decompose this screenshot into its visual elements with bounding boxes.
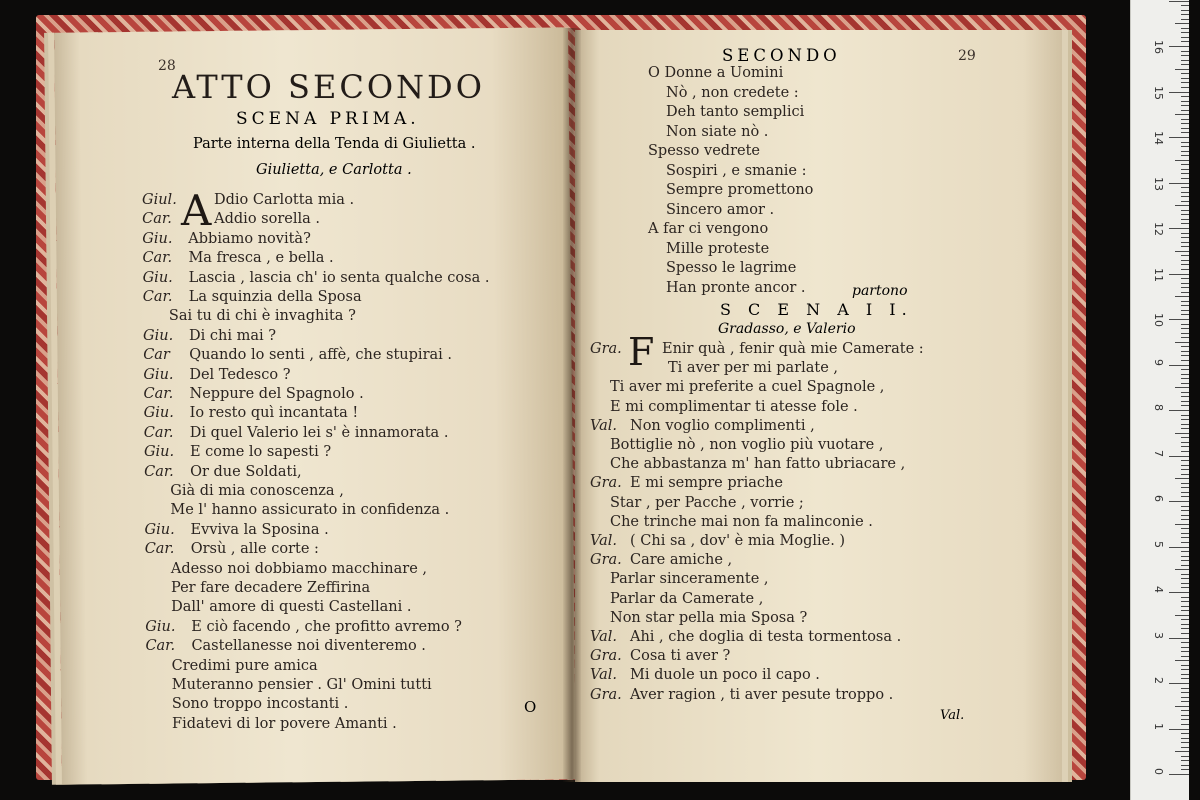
speaker-label: Car: [143, 347, 170, 364]
line-text: Che trinche mai non fa malinconie .: [610, 513, 873, 530]
ruler-tick: [1181, 688, 1189, 689]
speaker-label: Car.: [144, 541, 175, 558]
ruler-tick: [1181, 537, 1189, 538]
ruler-tick: [1181, 419, 1189, 420]
ruler-tick: [1169, 729, 1189, 730]
ruler-number: 7: [1152, 449, 1165, 457]
ruler-tick: [1181, 32, 1189, 33]
line-text: Enir quà , fenir quà mie Camerate :: [662, 341, 924, 357]
ruler-tick: [1181, 383, 1189, 384]
ruler-tick: [1181, 510, 1189, 511]
ruler-tick: [1181, 346, 1189, 347]
ruler-tick: [1181, 301, 1189, 302]
ruler-tick: [1181, 82, 1189, 83]
ruler-tick: [1181, 692, 1189, 693]
ruler-tick: [1181, 278, 1189, 279]
line-text: Ti aver mi preferite a cuel Spagnole ,: [610, 379, 885, 396]
ruler-tick: [1181, 19, 1189, 20]
speaker-label: Giu.: [144, 521, 175, 538]
line-text: Abbiamo novità?: [188, 230, 311, 247]
ruler-tick: [1181, 610, 1189, 611]
ruler-tick: [1181, 515, 1189, 516]
ruler-tick: [1175, 114, 1189, 115]
line-text: Aver ragion , ti aver pesute troppo .: [630, 686, 894, 703]
ruler-tick: [1175, 23, 1189, 24]
ruler-tick: [1175, 524, 1189, 525]
ruler-tick: [1169, 774, 1189, 775]
ruler-tick: [1181, 601, 1189, 602]
ruler-tick: [1181, 128, 1189, 129]
ruler-tick: [1181, 578, 1189, 579]
ruler-tick: [1181, 10, 1189, 11]
ruler-tick: [1181, 146, 1189, 147]
line-text: Di chi mai ?: [189, 327, 277, 344]
ruler-number: 15: [1152, 85, 1165, 100]
ruler-tick: [1181, 574, 1189, 575]
ruler-tick: [1181, 528, 1189, 529]
ruler-tick: [1169, 46, 1189, 47]
book-gutter: [563, 28, 581, 782]
scene-two-characters: Gradasso, e Valerio: [718, 321, 856, 337]
speaker-label: Val.: [590, 417, 618, 434]
ruler-tick: [1169, 228, 1189, 229]
ruler-tick: [1181, 287, 1189, 288]
ruler-tick: [1175, 251, 1189, 252]
ruler-tick: [1181, 369, 1189, 370]
ruler-tick: [1169, 501, 1189, 502]
ruler-tick: [1175, 205, 1189, 206]
line-text: Ahi , che doglia di testa tormentosa .: [630, 629, 902, 645]
ruler-tick: [1181, 733, 1189, 734]
line-text: Di quel Valerio lei s' è innamorata .: [189, 424, 449, 441]
line-text: Neppure del Spagnolo .: [189, 386, 364, 402]
line-text: Parlar sinceramente ,: [610, 571, 769, 588]
scene-characters: Giulietta, e Carlotta .: [256, 162, 412, 178]
ruler-tick: [1175, 706, 1189, 707]
ruler-tick: [1181, 542, 1189, 543]
ruler-tick: [1181, 760, 1189, 761]
ruler-tick: [1181, 747, 1189, 748]
speaker-label: Giu.: [143, 405, 174, 422]
ruler-tick: [1181, 533, 1189, 534]
line-text: Quando lo senti , affè, che stupirai .: [189, 347, 452, 364]
ruler-tick: [1175, 342, 1189, 343]
ruler-tick: [1169, 274, 1189, 275]
ruler-tick: [1181, 396, 1189, 397]
ruler-tick: [1181, 460, 1189, 461]
line-text: Care amiche ,: [630, 552, 733, 569]
verse-line: O Donne a Uomini: [648, 65, 784, 81]
ruler-number: 1: [1152, 722, 1165, 730]
speaker-label: Giu.: [143, 444, 175, 461]
ruler-tick: [1181, 142, 1189, 143]
ruler-number: 14: [1152, 131, 1165, 145]
ruler-number: 5: [1152, 540, 1165, 548]
ruler-tick: [1181, 483, 1189, 484]
ruler-tick: [1169, 1, 1189, 2]
line-text: Me l' hanno assicurato in confidenza .: [170, 502, 450, 519]
ruler-tick: [1181, 583, 1189, 584]
act-title: ATTO SECONDO: [172, 68, 485, 106]
ruler-tick: [1181, 324, 1189, 325]
ruler-tick: [1181, 64, 1189, 65]
ruler-tick: [1181, 73, 1189, 74]
ruler-tick: [1181, 351, 1189, 352]
ruler-tick: [1181, 328, 1189, 329]
right-page-number: 29: [958, 48, 976, 64]
ruler-tick: [1181, 292, 1189, 293]
ruler-tick: [1169, 410, 1189, 411]
speaker-label: Giu.: [142, 269, 173, 286]
ruler-tick: [1175, 160, 1189, 161]
ruler-tick: [1181, 401, 1189, 402]
ruler-tick: [1181, 769, 1189, 770]
ruler-tick: [1181, 355, 1189, 356]
ruler-tick: [1175, 433, 1189, 434]
ruler-tick: [1181, 151, 1189, 152]
ruler-tick: [1181, 374, 1189, 375]
ruler-tick: [1175, 751, 1189, 752]
ruler-tick: [1181, 223, 1189, 224]
ruler-tick: [1169, 592, 1189, 593]
line-text: Orsù , alle corte :: [190, 541, 319, 558]
speaker-label: Gra.: [590, 475, 622, 492]
ruler-tick: [1181, 337, 1189, 338]
ruler-tick: [1181, 233, 1189, 234]
ruler-tick: [1181, 269, 1189, 270]
ruler-tick: [1169, 92, 1189, 93]
ruler-tick: [1181, 633, 1189, 634]
ruler-tick: [1181, 333, 1189, 334]
ruler-tick: [1181, 305, 1189, 306]
ruler-tick: [1181, 264, 1189, 265]
line-text: Star , per Pacche , vorrie ;: [610, 494, 804, 511]
ruler-tick: [1175, 660, 1189, 661]
ruler-tick: [1181, 110, 1189, 111]
line-text: Adesso noi dobbiamo macchinare ,: [170, 560, 427, 577]
ruler-tick: [1181, 719, 1189, 720]
ruler-tick: [1181, 551, 1189, 552]
speaker-label: Giu.: [145, 618, 176, 635]
ruler-tick: [1181, 214, 1189, 215]
line-text: Credimi pure amica: [171, 657, 318, 674]
ruler-tick: [1181, 173, 1189, 174]
ruler-tick: [1181, 556, 1189, 557]
ruler-tick: [1175, 615, 1189, 616]
ruler-tick: [1181, 187, 1189, 188]
ruler-tick: [1181, 474, 1189, 475]
ruler-number: 2: [1152, 677, 1165, 684]
speaker-label: Car.: [144, 463, 174, 480]
ruler-tick: [1181, 765, 1189, 766]
verse-line: A far ci vengono: [648, 221, 769, 237]
ruler-tick: [1181, 37, 1189, 38]
ruler-tick: [1181, 119, 1189, 120]
ruler-tick: [1181, 606, 1189, 607]
line-text: E come lo sapesti ?: [189, 444, 332, 461]
speaker-label: Gra.: [590, 341, 622, 357]
ruler-tick: [1181, 260, 1189, 261]
ruler-tick: [1175, 569, 1189, 570]
verse-line: Sospiri , e smanie :: [666, 162, 807, 179]
line-text: Per fare decadere Zeffirina: [171, 580, 371, 596]
line-text: Non voglio complimenti ,: [630, 417, 815, 434]
line-text: Bottiglie nò , non voglio più vuotare ,: [610, 437, 884, 453]
line-text: Sai tu di chi è invaghita ?: [168, 308, 356, 325]
ruler-tick: [1181, 628, 1189, 629]
ruler-tick: [1181, 132, 1189, 133]
ruler-tick: [1169, 638, 1189, 639]
ruler-tick: [1181, 5, 1189, 6]
line-text: Che abbastanza m' han fatto ubriacare ,: [610, 456, 906, 473]
speaker-label: Giu.: [143, 327, 174, 344]
line-text: E mi sempre priache: [630, 475, 783, 492]
ruler-tick: [1169, 365, 1189, 366]
ruler-tick: [1181, 360, 1189, 361]
ruler-tick: [1181, 28, 1189, 29]
ruler-tick: [1181, 619, 1189, 620]
ruler-tick: [1181, 51, 1189, 52]
ruler-tick: [1181, 492, 1189, 493]
signature-mark: O: [524, 698, 537, 716]
speaker-label: Gra.: [590, 552, 622, 569]
ruler-tick: [1181, 41, 1189, 42]
ruler-number: 0: [1152, 768, 1165, 775]
ruler-number: 10: [1152, 313, 1165, 327]
ruler-tick: [1181, 624, 1189, 625]
running-header: SECONDO: [722, 46, 841, 65]
ruler-tick: [1181, 405, 1189, 406]
line-text: Già di mia conoscenza ,: [170, 483, 344, 499]
left-page-number: 28: [158, 58, 176, 74]
ruler-tick: [1169, 683, 1189, 684]
catchword: Val.: [940, 708, 965, 723]
ruler-tick: [1169, 319, 1189, 320]
ruler-number: 4: [1152, 586, 1165, 593]
ruler-tick: [1181, 178, 1189, 179]
line-text: Fidatevi di lor povere Amanti .: [172, 715, 397, 732]
ruler-tick: [1181, 587, 1189, 588]
line-text: Parlar da Camerate ,: [610, 590, 764, 607]
drop-cap-a: A: [181, 186, 212, 235]
verse-line: Spesso vedrete: [648, 143, 760, 159]
ruler-tick: [1169, 456, 1189, 457]
speaker-label: Gra.: [590, 648, 622, 665]
speaker-label: Car.: [142, 250, 173, 267]
line-text: ( Chi sa , dov' è mia Moglie. ): [630, 533, 846, 549]
speaker-label: Val.: [590, 629, 618, 645]
line-text: Lascia , lascia ch' io senta qualche cosa .: [188, 269, 490, 286]
ruler-tick: [1181, 201, 1189, 202]
line-text: E ciò facendo , che profitto avremo ?: [191, 618, 462, 635]
speaker-label: Car.: [143, 386, 174, 402]
line-text: Ti aver per mi parlate ,: [668, 360, 839, 377]
ruler-tick: [1181, 255, 1189, 256]
ruler-tick: [1181, 651, 1189, 652]
ruler-tick: [1181, 642, 1189, 643]
ruler-tick: [1181, 192, 1189, 193]
line-text: Evviva la Sposina .: [190, 521, 329, 538]
verse-line: Mille proteste: [666, 240, 770, 257]
ruler-tick: [1181, 697, 1189, 698]
ruler-tick: [1181, 415, 1189, 416]
ruler-tick: [1181, 724, 1189, 725]
line-text: Mi duole un poco il capo .: [630, 667, 820, 684]
ruler-tick: [1181, 715, 1189, 716]
ruler-tick: [1181, 487, 1189, 488]
line-text: Muteranno pensier . Gl' Omini tutti: [171, 677, 432, 693]
ruler-tick: [1181, 210, 1189, 211]
speaker-label: Gra.: [590, 686, 622, 703]
ruler-tick: [1181, 246, 1189, 247]
speaker-label: Val.: [590, 667, 618, 684]
ruler-tick: [1181, 96, 1189, 97]
speaker-label: Val.: [590, 533, 618, 549]
line-text: Del Tedesco ?: [189, 366, 291, 383]
ruler-tick: [1181, 560, 1189, 561]
drop-cap-f: F: [628, 330, 655, 374]
ruler-tick: [1181, 647, 1189, 648]
ruler-tick: [1181, 14, 1189, 15]
line-text: E mi complimentar ti atesse fole .: [610, 398, 858, 415]
speaker-label: Car.: [145, 638, 176, 655]
ruler-tick: [1169, 183, 1189, 184]
line-text: Sono troppo incostanti .: [171, 696, 349, 713]
line-text: La squinzia della Sposa: [188, 289, 362, 305]
ruler-tick: [1181, 437, 1189, 438]
verse-line: Sincero amor .: [666, 201, 775, 218]
ruler-tick: [1181, 565, 1189, 566]
line-text: Non star pella mia Sposa ?: [610, 609, 808, 626]
ruler-tick: [1181, 310, 1189, 311]
verse-line: Deh tanto semplici: [666, 104, 805, 120]
speaker-label: Car.: [142, 211, 172, 228]
ruler-tick: [1181, 469, 1189, 470]
ruler-tick: [1181, 428, 1189, 429]
speaker-label: Giu.: [143, 366, 174, 383]
ruler-tick: [1181, 164, 1189, 165]
ruler-tick: [1181, 742, 1189, 743]
speaker-label: Giu.: [142, 230, 173, 247]
ruler-tick: [1181, 701, 1189, 702]
ruler-number: 11: [1152, 267, 1165, 282]
scene-setting: Parte interna della Tenda di Giulietta .: [193, 136, 476, 152]
ruler-tick: [1181, 105, 1189, 106]
line-text: Dall' amore di questi Castellani .: [171, 599, 412, 616]
ruler-tick: [1181, 55, 1189, 56]
line-text: Addio sorella .: [214, 211, 320, 228]
ruler-tick: [1181, 123, 1189, 124]
ruler-tick: [1175, 387, 1189, 388]
scene-title: SCENA PRIMA.: [236, 109, 420, 129]
ruler-tick: [1181, 465, 1189, 466]
ruler-number: 8: [1152, 404, 1165, 411]
ruler-tick: [1181, 665, 1189, 666]
ruler-tick: [1181, 506, 1189, 507]
ruler-tick: [1181, 446, 1189, 447]
speaker-label: Car.: [143, 424, 174, 441]
ruler-tick: [1175, 69, 1189, 70]
ruler-tick: [1181, 87, 1189, 88]
line-text: Io resto quì incantata !: [189, 405, 359, 422]
ruler-tick: [1181, 242, 1189, 243]
ruler-tick: [1181, 424, 1189, 425]
verse-line: Non siate nò .: [666, 123, 769, 140]
ruler-tick: [1175, 296, 1189, 297]
line-text: Ddio Carlotta mia .: [214, 192, 355, 208]
verse-line: Spesso le lagrime: [666, 260, 797, 276]
ruler-number: 12: [1152, 222, 1165, 236]
ruler-tick: [1181, 451, 1189, 452]
ruler-tick: [1181, 678, 1189, 679]
ruler-tick: [1181, 392, 1189, 393]
ruler-tick: [1181, 378, 1189, 379]
scene-two-title: S C E N A I I.: [720, 300, 913, 319]
ruler-number: 16: [1152, 40, 1165, 54]
ruler-tick: [1181, 196, 1189, 197]
ruler-tick: [1181, 314, 1189, 315]
ruler-tick: [1181, 710, 1189, 711]
ruler-tick: [1169, 547, 1189, 548]
ruler-tick: [1181, 101, 1189, 102]
ruler-tick: [1181, 674, 1189, 675]
speaker-label: Car.: [142, 289, 173, 305]
stage-direction: partono: [852, 283, 908, 299]
ruler-tick: [1181, 283, 1189, 284]
ruler-tick: [1181, 597, 1189, 598]
ruler-tick: [1181, 237, 1189, 238]
line-text: Ma fresca , e bella .: [188, 250, 334, 267]
line-text: Or due Soldati,: [190, 463, 302, 480]
line-text: Cosa ti aver ?: [630, 648, 731, 665]
verse-line: Nò , non credete :: [666, 84, 799, 101]
ruler-tick: [1181, 669, 1189, 670]
ruler-tick: [1181, 78, 1189, 79]
verse-line: Han pronte ancor .: [666, 279, 806, 296]
ruler-number: 9: [1152, 358, 1165, 366]
ruler-tick: [1181, 169, 1189, 170]
ruler-tick: [1181, 519, 1189, 520]
line-text: Castellanesse noi diventeremo .: [191, 638, 426, 655]
ruler-tick: [1181, 60, 1189, 61]
verse-line: Sempre promettono: [666, 182, 814, 198]
speaker-label: Giul.: [142, 192, 177, 208]
ruler-tick: [1181, 442, 1189, 443]
ruler-tick: [1181, 496, 1189, 497]
ruler-tick: [1181, 756, 1189, 757]
ruler-tick: [1181, 219, 1189, 220]
ruler-tick: [1181, 656, 1189, 657]
ruler-number: 3: [1152, 631, 1165, 639]
ruler-tick: [1169, 137, 1189, 138]
ruler-tick: [1175, 478, 1189, 479]
measuring-ruler: [1130, 0, 1189, 800]
ruler-tick: [1181, 738, 1189, 739]
ruler-tick: [1181, 155, 1189, 156]
ruler-number: 13: [1152, 176, 1165, 191]
ruler-number: 6: [1152, 495, 1165, 502]
